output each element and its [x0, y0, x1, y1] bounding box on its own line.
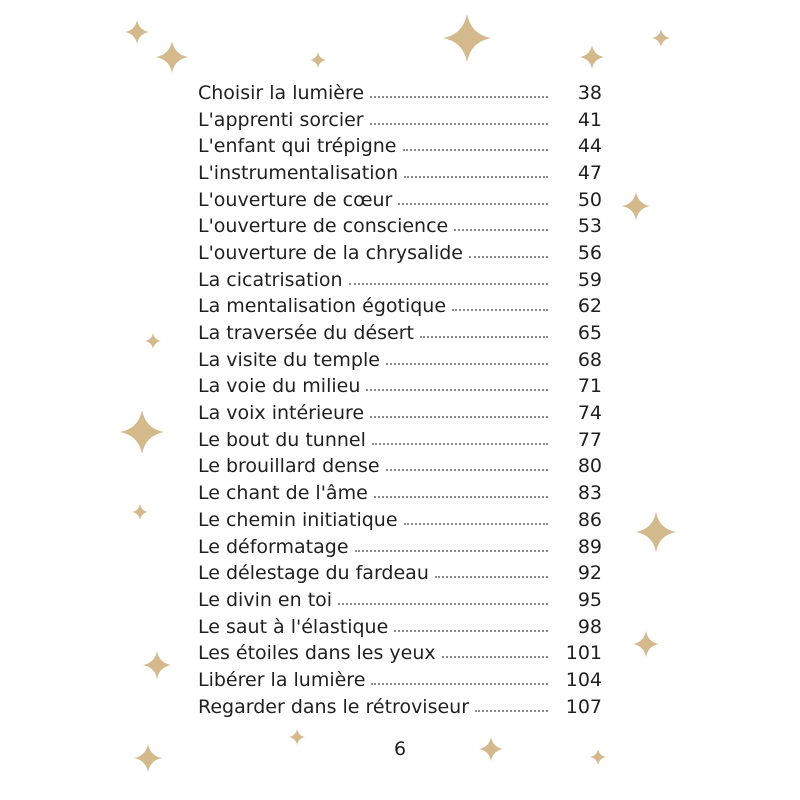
- toc-entry: [198, 587, 602, 614]
- toc-entry: [198, 534, 602, 561]
- toc-entry: [198, 374, 602, 401]
- sparkle-star-icon: [622, 192, 650, 220]
- dot-leader: [386, 362, 548, 365]
- toc-entry-page: 68: [577, 348, 602, 371]
- dot-leader: [435, 575, 548, 578]
- dot-leader: [442, 655, 548, 658]
- dot-leader: [403, 148, 549, 151]
- dot-leader: [374, 495, 548, 498]
- toc-entry-title: Libérer la lumière: [198, 668, 366, 691]
- toc-entry-page: 98: [577, 615, 602, 638]
- toc-entry-title: La visite du temple: [198, 348, 380, 371]
- toc-entry: [198, 614, 602, 641]
- dot-leader: [469, 255, 548, 258]
- sparkle-star-icon: [134, 744, 162, 772]
- sparkle-star-icon: [590, 749, 606, 765]
- toc-entry: [198, 213, 602, 240]
- toc-entry-title: La mentalisation égotique: [198, 295, 447, 318]
- toc-entry-title: La traversée du désert: [198, 322, 414, 345]
- dot-leader: [404, 522, 548, 525]
- toc-entry-page: 101: [565, 642, 602, 665]
- toc-entry: [198, 400, 602, 427]
- dot-leader: [420, 335, 548, 338]
- dot-leader: [386, 468, 548, 471]
- dot-leader: [349, 282, 548, 285]
- toc-entry-title: Choisir la lumière: [198, 81, 365, 104]
- toc-entry: [198, 454, 602, 481]
- dot-leader: [366, 388, 548, 391]
- sparkle-star-icon: [143, 651, 171, 679]
- toc-entry-page: 47: [577, 161, 602, 184]
- toc-entry: [198, 480, 602, 507]
- toc-entry: [198, 507, 602, 534]
- toc-entry: [198, 294, 602, 321]
- sparkle-star-icon: [443, 14, 491, 62]
- dot-leader: [372, 442, 548, 445]
- toc-entry-title: La voix intérieure: [198, 402, 365, 425]
- dot-leader: [371, 682, 548, 685]
- dot-leader: [452, 308, 548, 311]
- toc-entry: [198, 640, 602, 667]
- toc-entry-title: Le saut à l'élastique: [198, 615, 389, 638]
- toc-entry: [198, 667, 602, 694]
- toc-entry-title: Le déformatage: [198, 535, 349, 558]
- sparkle-star-icon: [633, 631, 659, 657]
- table-of-contents: [198, 80, 602, 721]
- toc-entry-title: Les étoiles dans les yeux: [198, 642, 436, 665]
- toc-entry-title: La voie du milieu: [198, 375, 361, 398]
- dot-leader: [370, 415, 548, 418]
- dot-leader: [370, 122, 548, 125]
- toc-entry-page: 41: [577, 108, 602, 131]
- toc-entry-page: 38: [577, 81, 602, 104]
- toc-entry: [198, 427, 602, 454]
- toc-entry-page: 80: [577, 455, 602, 478]
- toc-entry-title: L'enfant qui trépigne: [198, 135, 397, 158]
- toc-entry: [198, 694, 602, 721]
- sparkle-star-icon: [479, 737, 503, 761]
- dot-leader: [355, 549, 548, 552]
- toc-entry: [198, 240, 602, 267]
- dot-leader: [370, 95, 548, 98]
- toc-entry-title: L'ouverture de conscience: [198, 215, 449, 238]
- toc-entry-title: Le bout du tunnel: [198, 428, 366, 451]
- toc-entry-page: 107: [565, 695, 602, 718]
- toc-entry-title: Regarder dans le rétroviseur: [198, 695, 470, 718]
- dot-leader: [394, 629, 548, 632]
- sparkle-star-icon: [652, 29, 670, 47]
- toc-entry-page: 77: [577, 428, 602, 451]
- toc-entry: [198, 160, 602, 187]
- sparkle-star-icon: [120, 410, 164, 454]
- sparkle-star-icon: [580, 45, 604, 69]
- toc-entry-page: 95: [577, 588, 602, 611]
- toc-entry-title: Le délestage du fardeau: [198, 562, 429, 585]
- toc-entry-page: 65: [577, 322, 602, 345]
- toc-entry: [198, 80, 602, 107]
- toc-entry-page: 56: [577, 241, 602, 264]
- toc-entry-title: Le divin en toi: [198, 588, 333, 611]
- toc-entry-title: L'ouverture de la chrysalide: [198, 241, 463, 264]
- toc-entry: [198, 133, 602, 160]
- toc-entry-title: L'ouverture de cœur: [198, 188, 393, 211]
- toc-entry: [198, 187, 602, 214]
- toc-entry-page: 50: [577, 188, 602, 211]
- toc-entry-page: 86: [577, 508, 602, 531]
- toc-entry-page: 71: [577, 375, 602, 398]
- toc-entry-title: Le chant de l'âme: [198, 482, 368, 505]
- sparkle-star-icon: [145, 333, 161, 349]
- sparkle-star-icon: [636, 512, 676, 552]
- page-number: 6: [393, 738, 407, 760]
- toc-entry-title: Le chemin initiatique: [198, 508, 398, 531]
- toc-entry-page: 59: [577, 268, 602, 291]
- toc-entry-page: 74: [577, 402, 602, 425]
- toc-entry-page: 83: [577, 482, 602, 505]
- sparkle-star-icon: [156, 41, 188, 73]
- sparkle-star-icon: [125, 20, 149, 44]
- toc-entry: [198, 267, 602, 294]
- dot-leader: [475, 709, 548, 712]
- toc-entry-title: L'instrumentalisation: [198, 161, 399, 184]
- sparkle-star-icon: [310, 52, 326, 68]
- toc-entry-page: 53: [577, 215, 602, 238]
- toc-entry-title: L'apprenti sorcier: [198, 108, 364, 131]
- toc-entry-page: 92: [577, 562, 602, 585]
- sparkle-star-icon: [289, 729, 305, 745]
- toc-entry-title: Le brouillard dense: [198, 455, 380, 478]
- toc-entry-page: 89: [577, 535, 602, 558]
- dot-leader: [404, 175, 548, 178]
- toc-entry: [198, 107, 602, 134]
- toc-entry-page: 104: [565, 668, 602, 691]
- dot-leader: [338, 602, 548, 605]
- toc-entry-page: 62: [577, 295, 602, 318]
- toc-entry-page: 44: [577, 135, 602, 158]
- toc-entry: [198, 347, 602, 374]
- dot-leader: [398, 202, 548, 205]
- dot-leader: [454, 228, 548, 231]
- sparkle-star-icon: [132, 504, 148, 520]
- toc-entry: [198, 560, 602, 587]
- toc-entry-title: La cicatrisation: [198, 268, 343, 291]
- toc-entry: [198, 320, 602, 347]
